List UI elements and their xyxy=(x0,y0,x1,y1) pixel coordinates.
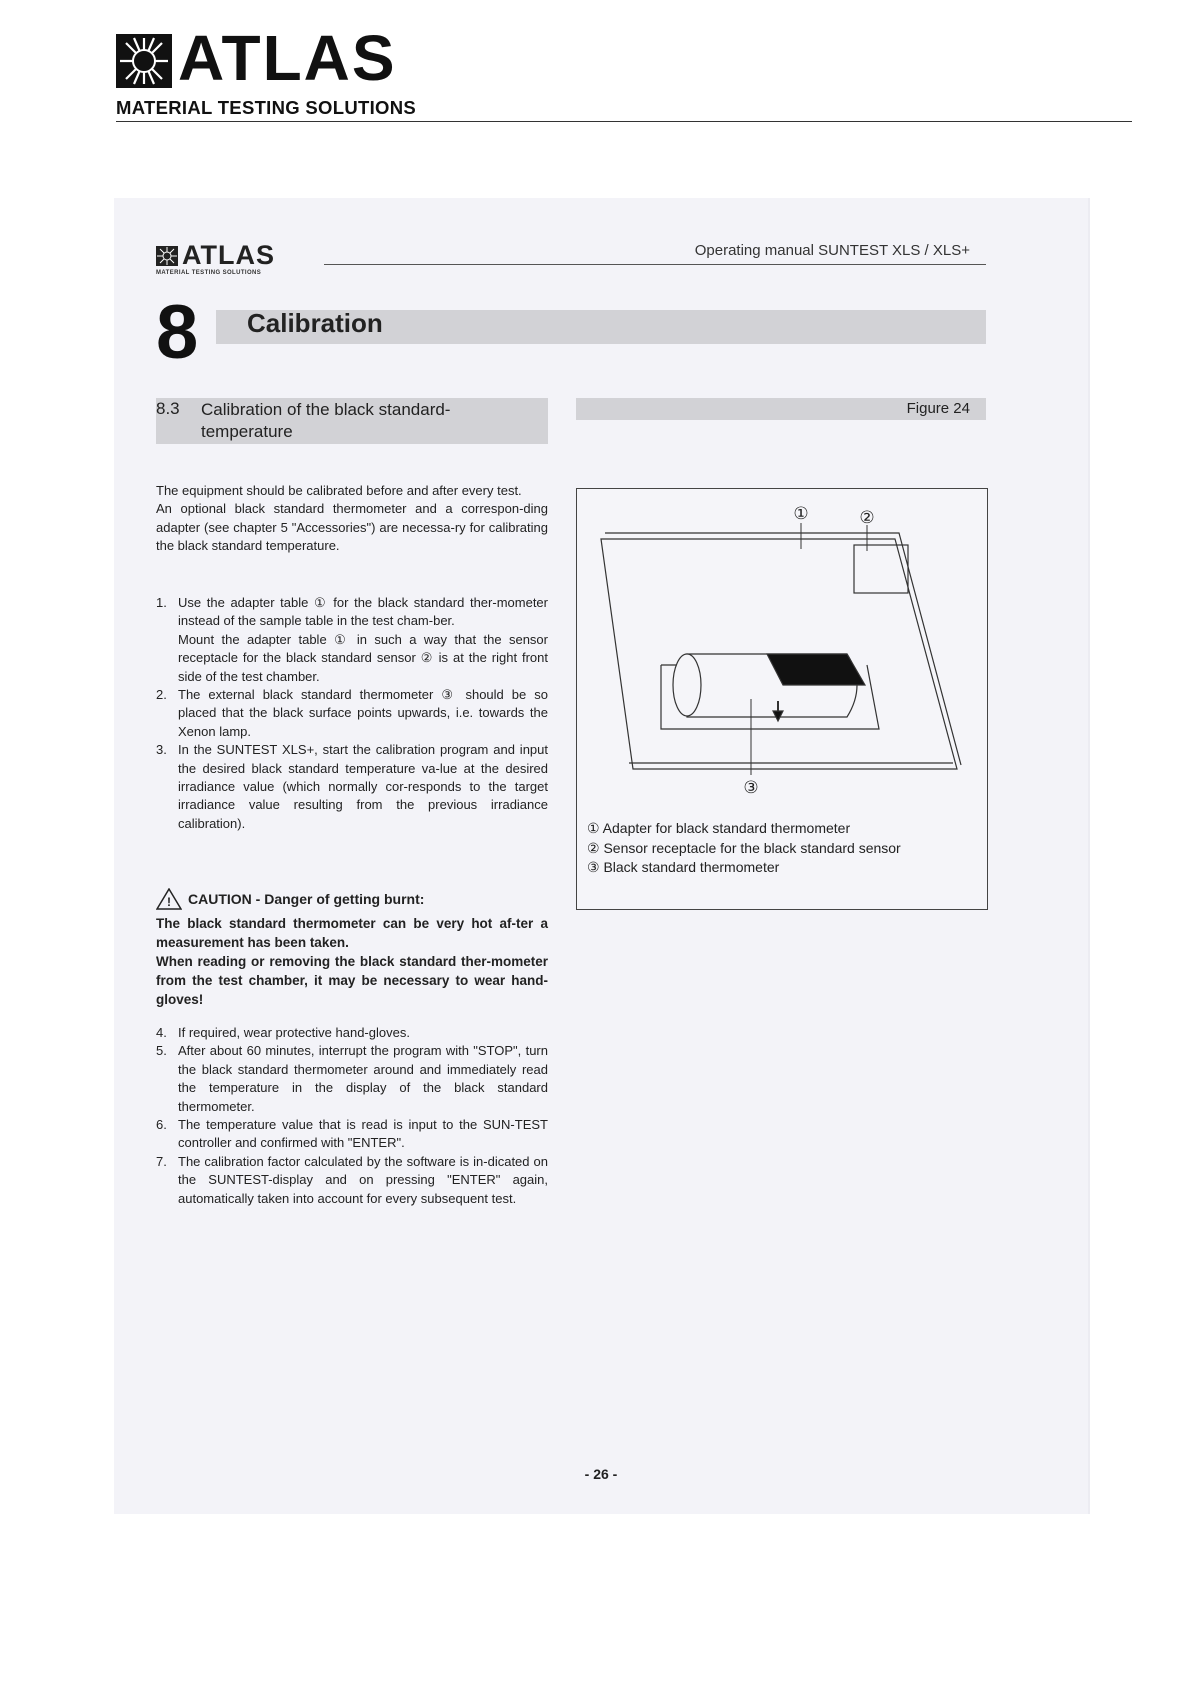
section-title: Calibration of the black standard-temperature xyxy=(201,400,451,441)
thermometer-diagram xyxy=(577,489,987,809)
step-number: 6. xyxy=(156,1117,167,1133)
scanned-page xyxy=(114,198,1088,1514)
legend-item: ① Adapter for black standard thermometer xyxy=(587,820,851,836)
step-text: The external black standard thermometer ③ should be so placed that the black surface points upwards, i.e. towards the Xenon lamp. xyxy=(178,687,548,739)
caution-title: CAUTION - Danger of getting burnt: xyxy=(188,891,425,907)
list-item xyxy=(156,1153,548,1208)
step-text: If required, wear protective hand-gloves. xyxy=(178,1025,410,1040)
list-item xyxy=(156,1042,548,1116)
legend-item: ② Sensor receptacle for the black standard sensor xyxy=(587,839,901,856)
list-item xyxy=(156,594,548,686)
callout-1: ① xyxy=(793,504,809,523)
list-item xyxy=(156,1024,548,1042)
warning-triangle-icon xyxy=(156,888,182,910)
steps-list xyxy=(156,594,548,833)
caution-text: When reading or removing the black standard ther-mometer from the test chamber, it may be necessary to wear hand-gloves! xyxy=(156,954,548,1007)
list-item xyxy=(156,741,548,833)
step-number: 1. xyxy=(156,595,167,610)
inner-atlas-logo xyxy=(156,240,316,276)
step-text: Mount the adapter table ① in such a way that the sensor receptacle for the black standard sensor ② is at the right front side of the test chamber. xyxy=(178,631,548,684)
chapter-number: 8 xyxy=(156,290,199,375)
inner-logo-wordmark: ATLAS xyxy=(182,240,275,270)
header-divider xyxy=(116,121,1132,122)
intro-text xyxy=(156,482,548,556)
callout-2: ② xyxy=(859,508,875,527)
caution-heading xyxy=(156,888,548,910)
figure-label: Figure 24 xyxy=(906,400,970,417)
caution-text: The black standard thermometer can be very hot af-ter a measurement has been taken. xyxy=(156,916,548,950)
sun-logo-icon xyxy=(116,34,172,88)
step-number: 5. xyxy=(156,1043,167,1059)
legend-item: ③ Black standard thermometer xyxy=(587,859,780,875)
intro-paragraph: An optional black standard thermometer and a correspon-ding adapter (see chapter 5 "Accessories") are necessa-ry for calibrating the black standard temperature. xyxy=(156,501,548,554)
step-number: 2. xyxy=(156,687,167,703)
figure-24 xyxy=(576,488,988,910)
logo-wordmark: ATLAS xyxy=(178,22,397,94)
inner-sun-logo-icon xyxy=(156,246,178,266)
step-number: 3. xyxy=(156,742,167,758)
step-number: 4. xyxy=(156,1025,167,1040)
intro-paragraph: The equipment should be calibrated before and after every test. xyxy=(156,483,522,498)
svg-text:!: ! xyxy=(167,895,171,909)
list-item xyxy=(156,686,548,741)
step-text: The temperature value that is read is input to the SUN-TEST controller and confirmed with "ENTER". xyxy=(178,1117,548,1151)
black-surface xyxy=(767,654,865,685)
steps-list xyxy=(156,1024,548,1208)
list-item xyxy=(156,1116,548,1153)
chapter-title: Calibration xyxy=(247,308,383,338)
logo-tagline: MATERIAL TESTING SOLUTIONS xyxy=(116,97,417,118)
inner-logo-tagline: MATERIAL TESTING SOLUTIONS xyxy=(156,270,262,276)
step-text: The calibration factor calculated by the software is in-dicated on the SUNTEST-display and on pressing "ENTER" again, automatically taken into account for every subsequent test. xyxy=(178,1153,548,1206)
step-text: In the SUNTEST XLS+, start the calibration program and input the desired black standard temperature va-lue at the desired irradiance value (which normally cor-responds to the target irradiance value resulting from the previous irradiance calibration). xyxy=(178,742,548,831)
step-text: Use the adapter table ① for the black standard ther-mometer instead of the sample table in the test cham-ber. xyxy=(178,595,548,629)
sensor-receptacle xyxy=(854,545,908,593)
caution-box xyxy=(156,888,548,1009)
thermometer-end xyxy=(673,654,701,716)
step-text: After about 60 minutes, interrupt the program with "STOP", turn the black standard thermometer around and immediately read the temperature in the display of the black standard thermometer. xyxy=(178,1043,548,1114)
page-number: - 26 - xyxy=(584,1466,618,1482)
inner-header-divider xyxy=(324,264,986,265)
callout-3: ③ xyxy=(743,778,759,797)
manual-title: Operating manual SUNTEST XLS / XLS+ xyxy=(694,242,970,259)
section-number: 8.3 xyxy=(156,399,180,418)
figure-legend xyxy=(587,819,901,878)
atlas-logo xyxy=(116,22,482,94)
step-number: 7. xyxy=(156,1153,167,1169)
